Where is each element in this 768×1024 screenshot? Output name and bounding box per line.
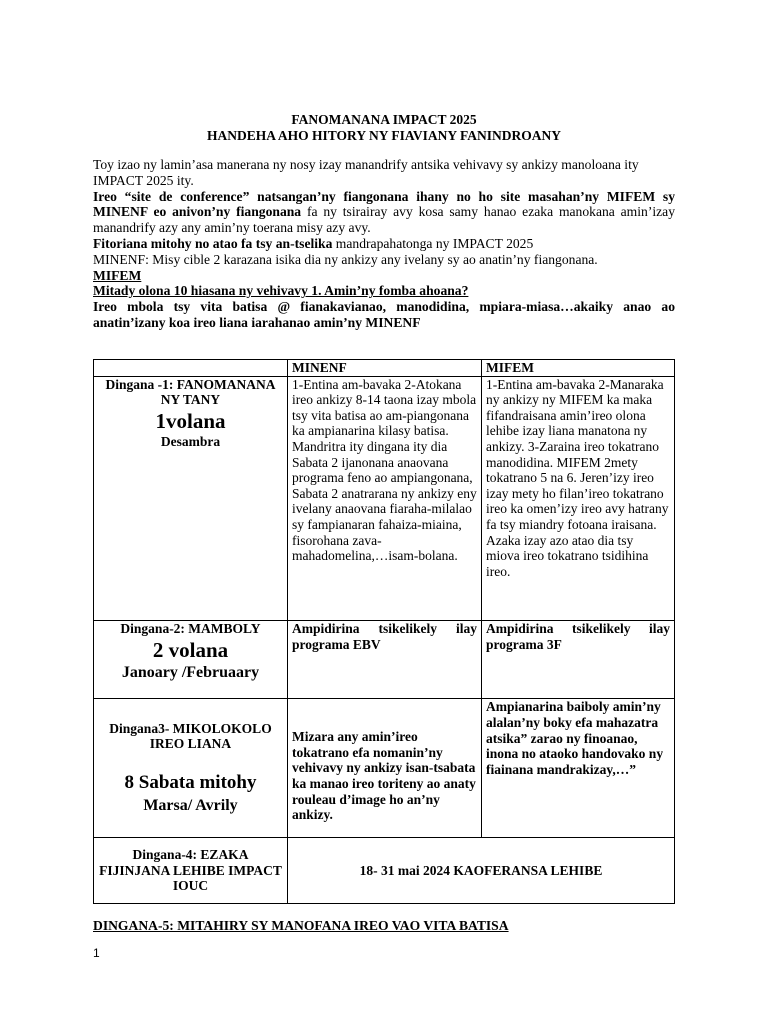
stage-1-title: Dingana -1: FANOMANANA NY TANY — [105, 376, 276, 408]
header-mifem: MIFEM — [482, 360, 675, 377]
fitoriana-bold: Fitoriana mitohy no atao fa tsy an-tselika — [93, 235, 333, 251]
fitoriana-paragraph — [93, 236, 675, 252]
table-row — [94, 621, 675, 699]
stage-1-mifem: 1-Entina am-bavaka 2-Manaraka ny ankizy ny MIFEM ka maka fifandraisana amin’ireo olona lehibe izay liana manatona ny ankizy. 3-Zaraina ireo tokatrano manodidina. MIFEM 2mety tokatrano 5 na 6. Jeren’izy ireo izay mety ho filan’ireo tokatrano ireo ka omen’izy ireo avy hatrany fa tsy miandry fotoana iraisana. Azaka izay azo atao dia tsy miova ireo tokatrano tsidihina ireo. — [482, 376, 675, 621]
minenf-cible-paragraph: MINENF: Misy cible 2 karazana isika dia ny ankizy any ivelany sy ao anatin’ny fiangonana. — [93, 251, 598, 267]
document-subtitle: HANDEHA AHO HITORY NY FIAVIANY FANINDROANY — [207, 128, 561, 143]
stage-2-duration: 2 volana — [152, 637, 229, 662]
mitady-heading: Mitady olona 10 hiasana ny vehivavy 1. Amin’ny fomba ahoana? — [93, 283, 469, 299]
header-minenf: MINENF — [288, 360, 482, 377]
stage-1-month: Desambra — [160, 433, 221, 449]
empty-header-cell — [94, 360, 288, 377]
stage-3-duration: 8 Sabata mitohy — [124, 771, 257, 793]
stage-3-minenf: Mizara any amin’ireo tokatrano efa nomanin’ny vehivavy ny ankizy isan-tsabata ka manao ireo toriteny ao anaty rouleau d’image ho an’ny ankizy. — [288, 699, 482, 837]
page-number: 1 — [93, 946, 100, 960]
stage-cell-3 — [94, 699, 288, 837]
stage-cell-2 — [94, 621, 288, 699]
site-conference-rest: fa ny tsirairay avy kosa samy hanao ezaka manokana amin’izay manandrify azy any amin’ny toerana misy azy avy. — [93, 204, 675, 236]
fitoriana-rest: mandrapahatonga ny IMPACT 2025 — [332, 235, 534, 251]
stage-1-duration: 1volana — [155, 408, 226, 433]
stage-4-title: Dingana-4: EZAKA FIJINJANA LEHIBE IMPACT IOUC — [94, 837, 288, 903]
ireo-mbola-paragraph: Ireo mbola tsy vita batisa @ fianakavianao, manodidina, mpiara-miasa…akaiky anao ao anatin’izany koa ireo liana iarahanao amin’ny MINENF — [93, 299, 675, 330]
table-row — [94, 837, 675, 903]
dingana-5-heading: DINGANA-5: MITAHIRY SY MANOFANA IREO VAO VITA BATISA — [93, 918, 509, 933]
stage-2-title: Dingana-2: MAMBOLY — [120, 621, 261, 637]
stage-3-month: Marsa/ Avrily — [143, 796, 238, 814]
stage-4-conference: 18- 31 mai 2024 KAOFERANSA LEHIBE — [288, 837, 675, 903]
stage-3-title: Dingana3- MIKOLOKOLO IREO LIANA — [109, 720, 272, 752]
table-row — [94, 376, 675, 621]
mifem-heading: MIFEM — [93, 267, 142, 283]
intro-section — [93, 157, 675, 331]
stage-3-mifem: Ampianarina baiboly amin’ny alalan’ny boky efa mahazatra atsika” zarao ny finoanao, inona no ataoko handovako ny fiainana mandrakizay,…” — [482, 699, 675, 837]
stage-2-month: Janoary /Februaary — [121, 663, 260, 681]
program-table — [93, 359, 675, 904]
table-row — [94, 699, 675, 837]
stage-2-minenf: Ampidirina tsikelikely ilay programa EBV — [288, 621, 482, 699]
intro-paragraph: Toy izao ny lamin’asa manerana ny nosy izay manandrify antsika vehivavy sy ankizy manoloana ity IMPACT 2025 ity. — [93, 157, 639, 188]
site-conference-bold: Ireo “site de conference” natsangan’ny fiangonana ihany no ho site masahan’ny MIFEM sy MINENF eo anivon’ny fiangonana — [93, 188, 675, 220]
stage-1-minenf: 1-Entina am-bavaka 2-Atokana ireo ankizy 8-14 taona izay mbola tsy vita batisa ao am-piangonana ka ampianarina kilasy batisa. Mandritra ity dingana ity dia Sabata 2 ijanonana anaovana programa feno ao ampiangonana, Sabata 2 anatrarana ny ankizy eny ivelany anaovana fiaraha-milalao sy fampianaran fahaiza-miaina, fisorohana zava-mahadomelina,…isam-bolana. — [288, 376, 482, 621]
stage-2-mifem: Ampidirina tsikelikely ilay programa 3F — [482, 621, 675, 699]
document-title: FANOMANANA IMPACT 2025 — [291, 112, 477, 127]
table-header-row — [94, 360, 675, 377]
site-conference-paragraph — [93, 189, 675, 236]
stage-cell-1 — [94, 376, 288, 621]
